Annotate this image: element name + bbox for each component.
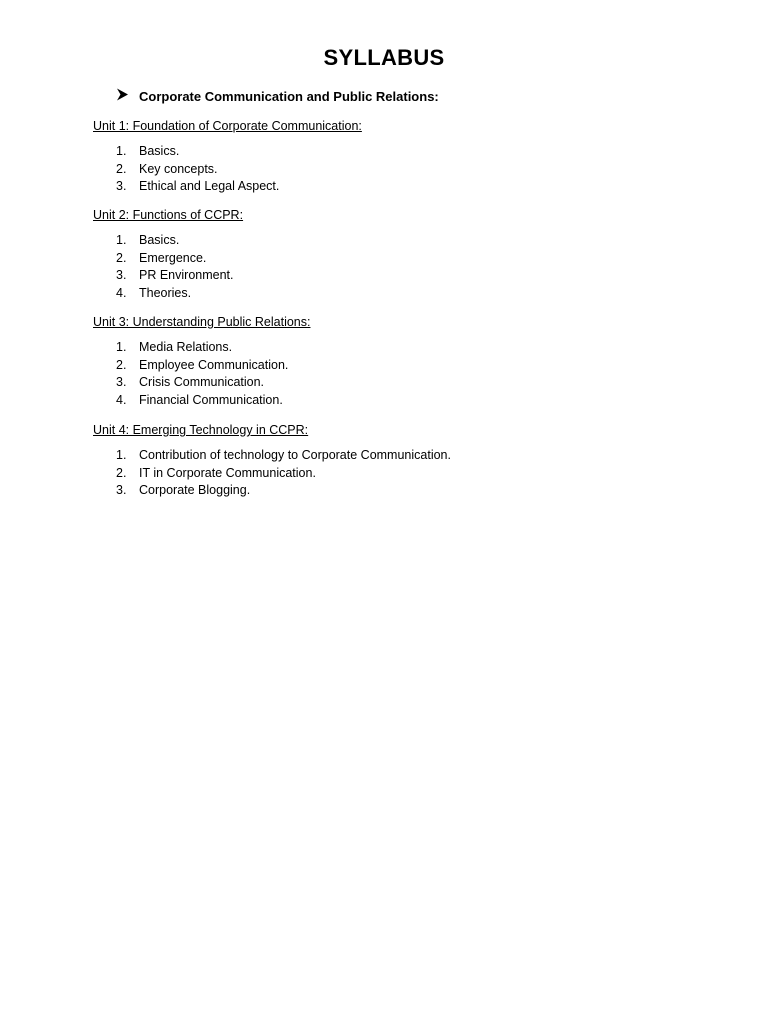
unit-topic-list <box>93 143 362 196</box>
list-item <box>93 447 451 465</box>
list-item-number: 1. <box>116 233 127 247</box>
list-item-text: Contribution of technology to Corporate Communication. <box>139 448 451 462</box>
list-item-text: Crisis Communication. <box>139 375 265 390</box>
list-item <box>93 232 243 250</box>
list-item-number: 3. <box>116 268 127 283</box>
list-item-number: 1. <box>116 448 127 462</box>
list-item-text: IT in Corporate Communication. <box>139 465 316 480</box>
list-item-number: 4. <box>116 285 127 300</box>
list-item-number: 1. <box>116 144 127 158</box>
unit-topic-list <box>93 447 451 500</box>
list-item-text: Key concepts. <box>139 161 218 176</box>
list-item <box>93 285 243 303</box>
list-item-number: 3. <box>116 483 127 498</box>
unit-heading: Unit 4: Emerging Technology in CCPR: <box>93 423 309 437</box>
list-item-text: Basics. <box>139 144 180 158</box>
list-item <box>93 143 362 161</box>
list-item-text: Employee Communication. <box>139 357 289 372</box>
list-item <box>93 357 310 375</box>
list-item <box>93 482 451 500</box>
list-item-number: 1. <box>116 340 127 354</box>
list-item <box>93 250 243 268</box>
unit-heading: Unit 1: Foundation of Corporate Communication: <box>93 119 362 133</box>
list-item-text: Basics. <box>139 233 180 247</box>
list-item-number: 2. <box>116 161 127 176</box>
list-item-number: 2. <box>116 357 127 372</box>
list-item-number: 3. <box>116 179 127 194</box>
list-item-text: Theories. <box>139 285 192 300</box>
list-item-text: Corporate Blogging. <box>139 483 251 498</box>
arrowhead-bullet-icon-svg <box>116 88 129 101</box>
unit-heading: Unit 3: Understanding Public Relations: <box>93 315 311 329</box>
unit-section-3 <box>93 313 310 409</box>
list-item-text: PR Environment. <box>139 268 234 283</box>
list-item <box>93 267 243 285</box>
list-item-number: 2. <box>116 465 127 480</box>
arrowhead-bullet-icon <box>116 88 139 104</box>
list-item-number: 4. <box>116 392 127 407</box>
subject-heading <box>116 88 439 104</box>
list-item <box>93 374 310 392</box>
list-item-text: Ethical and Legal Aspect. <box>139 179 280 194</box>
list-item-text: Financial Communication. <box>139 392 283 407</box>
list-item <box>93 161 362 179</box>
unit-topic-list <box>93 339 310 409</box>
list-item <box>93 392 310 410</box>
unit-section-2 <box>93 206 243 302</box>
list-item-text: Emergence. <box>139 250 207 265</box>
subject-label: Corporate Communication and Public Relations: <box>139 88 439 104</box>
list-item-number: 2. <box>116 250 127 265</box>
unit-heading: Unit 2: Functions of CCPR: <box>93 208 244 222</box>
list-item <box>93 465 451 483</box>
unit-section-1 <box>93 117 362 196</box>
list-item-number: 3. <box>116 375 127 390</box>
list-item <box>93 178 362 196</box>
unit-section-4 <box>93 421 451 500</box>
unit-topic-list <box>93 232 243 302</box>
page-title: SYLLABUS <box>323 45 445 70</box>
list-item-text: Media Relations. <box>139 340 233 354</box>
list-item <box>93 339 310 357</box>
